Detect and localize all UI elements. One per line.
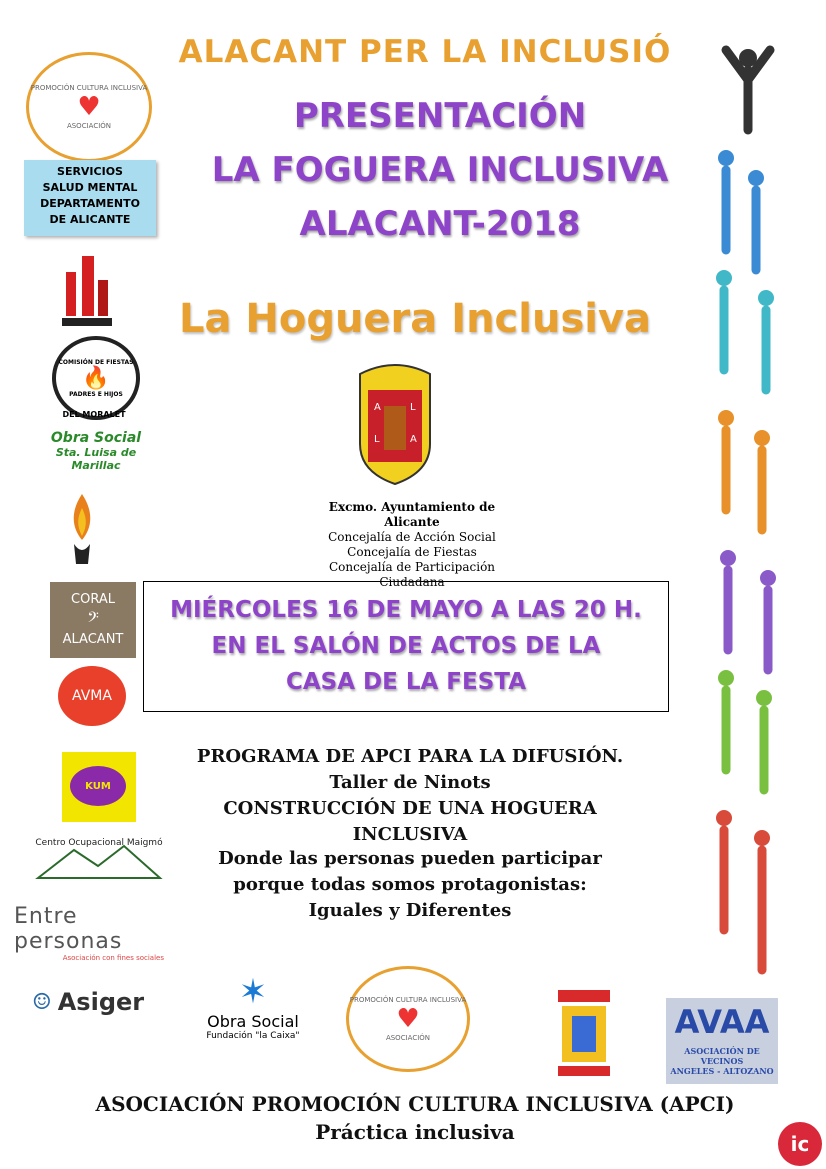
flame-logo bbox=[64, 492, 100, 570]
services-line: SERVICIOS bbox=[57, 165, 123, 178]
ayuntamiento-block bbox=[300, 500, 524, 590]
subtitle: La Hoguera Inclusiva bbox=[178, 296, 652, 342]
event-box bbox=[143, 581, 669, 712]
concejalia-line: Concejalía de Acción Social bbox=[328, 530, 496, 544]
padres-text: PADRES E HIJOS bbox=[69, 390, 123, 398]
apci-logo-bottom bbox=[346, 966, 470, 1072]
svg-text:L: L bbox=[410, 402, 416, 413]
event-line1: MIÉRCOLES 16 DE MAYO A LAS 20 H. bbox=[170, 597, 642, 623]
luisa-logo bbox=[46, 430, 146, 472]
maigmo-logo bbox=[34, 838, 164, 884]
services-box bbox=[24, 160, 156, 236]
entre-text: Entre personas bbox=[14, 904, 123, 954]
coral-alacant-text: ALACANT bbox=[62, 632, 124, 647]
services-line: SALUD MENTAL bbox=[42, 181, 138, 194]
corner-badge-icon[interactable]: ic bbox=[778, 1122, 822, 1166]
program-line3: CONSTRUCCIÓN DE UNA HOGUERA INCLUSIVA bbox=[223, 798, 597, 845]
concejalia-line: Concejalía de Fiestas bbox=[347, 545, 477, 559]
phoenix-icon: 🔥 bbox=[82, 365, 110, 391]
caixa-obra-text: Obra Social bbox=[207, 1012, 299, 1031]
yellow-logo bbox=[62, 752, 136, 822]
apci-bottom-ring-text: PROMOCIÓN CULTURA INCLUSIVA bbox=[349, 996, 467, 1004]
federacio-logo bbox=[554, 984, 614, 1080]
services-line: DEPARTAMENTO bbox=[40, 197, 140, 210]
title-line2: LA FOGUERA INCLUSIVA bbox=[211, 150, 669, 190]
program-line2: Taller de Ninots bbox=[329, 772, 491, 793]
people-icon: ☺ bbox=[32, 989, 52, 1015]
avaa-mark: AVAA bbox=[674, 1003, 770, 1041]
apci-bottom-text: ASOCIACIÓN bbox=[66, 122, 112, 130]
ayuntamiento-name: Excmo. Ayuntamiento de Alicante bbox=[328, 500, 496, 529]
entre-logo bbox=[14, 904, 164, 962]
event-line2: EN EL SALÓN DE ACTOS DE LA bbox=[211, 633, 601, 659]
ayuntamiento-shield bbox=[352, 360, 438, 494]
program-line5: porque todas somos protagonistas: bbox=[233, 874, 587, 895]
top-title: ALACANT PER LA INCLUSIÓ bbox=[178, 34, 672, 70]
foguera-logo bbox=[60, 252, 114, 330]
caixa-fundacion-text: Fundación "la Caixa" bbox=[206, 1031, 300, 1041]
footer-line1: ASOCIACIÓN PROMOCIÓN CULTURA INCLUSIVA (APCI) bbox=[95, 1092, 735, 1116]
moralet-text: DEL MORALET bbox=[62, 410, 126, 419]
event-line3: CASA DE LA FESTA bbox=[285, 669, 527, 695]
figures-illustration bbox=[696, 30, 816, 990]
title-line3: ALACANT-2018 bbox=[299, 204, 581, 244]
svg-text:L: L bbox=[374, 434, 380, 445]
comision-text: COMISIÓN DE FIESTAS bbox=[58, 358, 134, 366]
apci-bottom-label: ASOCIACIÓN bbox=[385, 1034, 431, 1042]
vecinos-logo bbox=[666, 998, 778, 1084]
program-line4: Donde las personas pueden participar bbox=[218, 848, 602, 869]
program-block bbox=[170, 744, 650, 848]
apci-ring-text: PROMOCIÓN CULTURA INCLUSIVA bbox=[30, 84, 148, 92]
asiger-text: Asiger bbox=[57, 988, 145, 1016]
star-icon: ✶ bbox=[238, 972, 268, 1012]
heart-icon: ♥ bbox=[77, 92, 101, 122]
svg-text:A: A bbox=[374, 402, 381, 413]
asiger-logo bbox=[32, 980, 162, 1024]
program-message bbox=[170, 846, 650, 924]
coral-logo bbox=[50, 582, 136, 658]
vecinos-line1: ASOCIACIÓN DE VECINOS bbox=[684, 1046, 760, 1066]
luisa-name-text: Sta. Luisa de Marillac bbox=[55, 446, 137, 472]
vecinos-line2: ANGELES - ALTOZANO bbox=[670, 1066, 774, 1076]
clef-icon: 𝄢 bbox=[87, 609, 99, 630]
luisa-obra-text: Obra Social bbox=[50, 430, 142, 446]
coral-text: CORAL bbox=[71, 592, 115, 607]
svg-text:A: A bbox=[410, 434, 417, 445]
title-line1: PRESENTACIÓN bbox=[293, 96, 587, 136]
concejalia-line: Concejalía de Participación Ciudadana bbox=[328, 560, 496, 589]
maigmo-text: Centro Ocupacional Maigmó bbox=[35, 838, 163, 848]
services-line: DE ALICANTE bbox=[49, 213, 131, 226]
heart-icon: ♥ bbox=[396, 1004, 420, 1034]
apci-logo bbox=[26, 52, 152, 162]
yellow-logo-badge: KUM bbox=[70, 766, 126, 806]
program-line1: PROGRAMA DE APCI PARA LA DIFUSIÓN. bbox=[196, 746, 624, 767]
footer-block bbox=[60, 1090, 770, 1146]
comision-logo bbox=[52, 336, 140, 420]
caixa-logo bbox=[200, 972, 306, 1064]
footer-line2: Práctica inclusiva bbox=[315, 1120, 515, 1144]
program-line6: Iguales y Diferentes bbox=[308, 900, 512, 921]
entre-sub-text: Asociación con fines sociales bbox=[62, 954, 164, 962]
avma-logo: AVMA bbox=[58, 666, 126, 726]
